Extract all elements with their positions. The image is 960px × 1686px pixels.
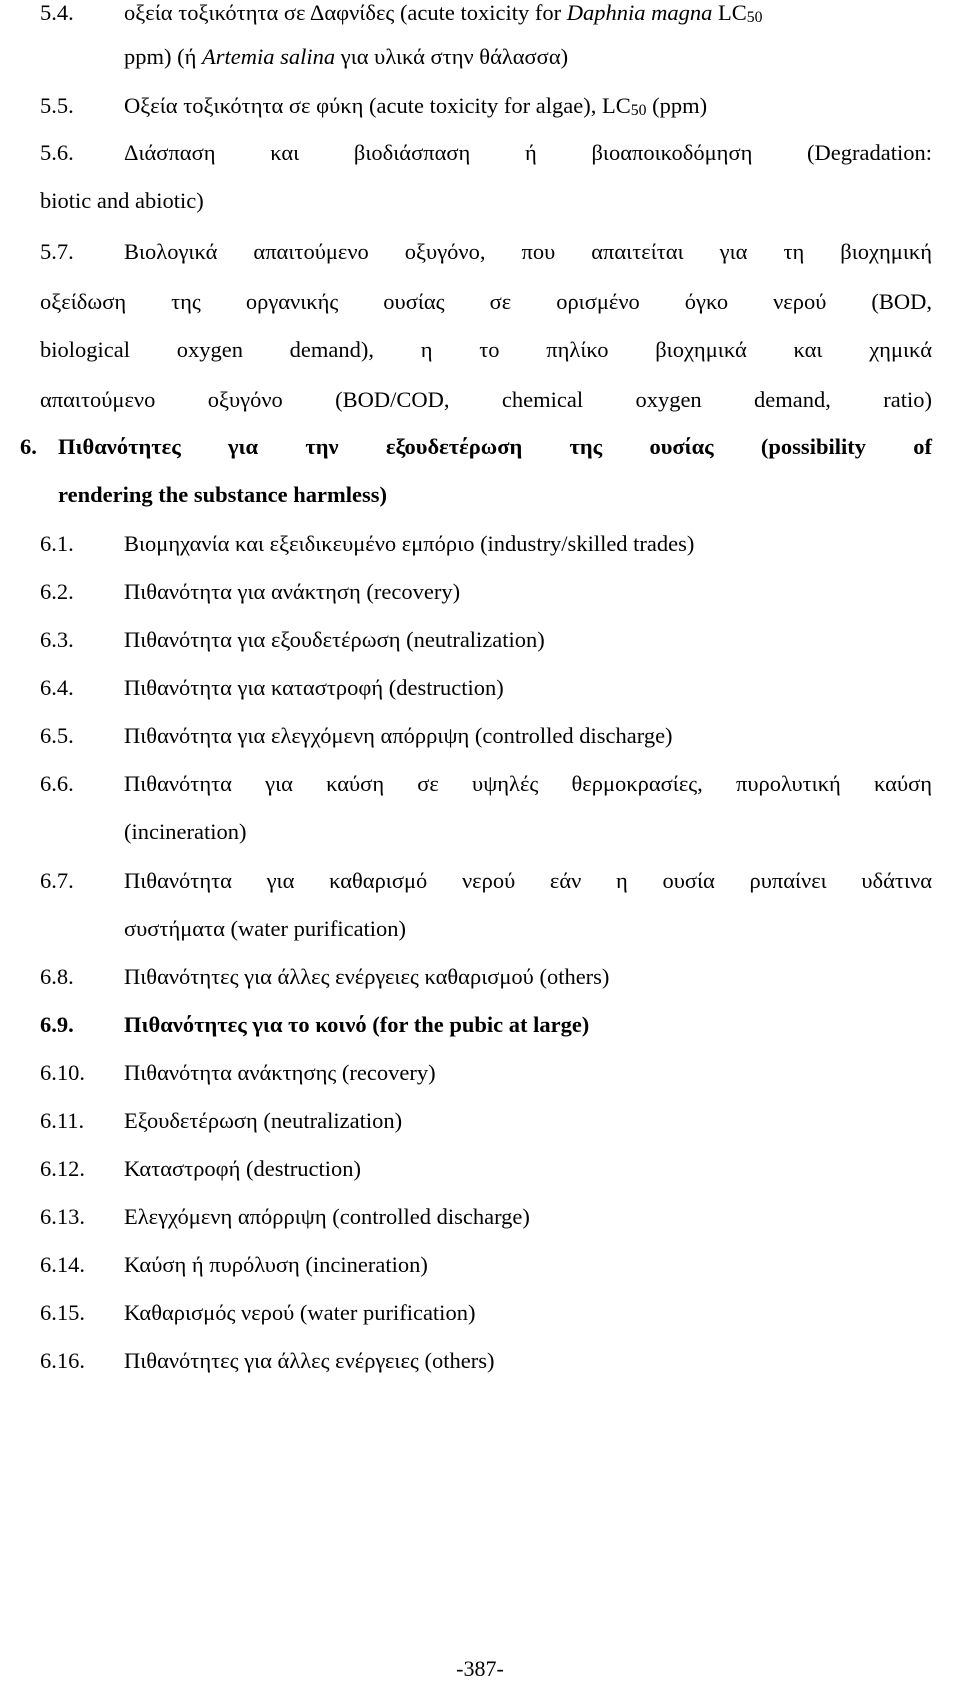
item-text-line: οξεία τοξικότητα σε Δαφνίδες (acute toxicity for Daphnia magna $LC_{50}$ [124, 0, 763, 26]
item-number: 6.16. [40, 1348, 85, 1373]
item-text-line: Καθαρισμός νερού (water purification) [124, 1300, 476, 1325]
item-number: 6.9. [40, 1012, 74, 1037]
item-number: 5.6. [40, 140, 74, 165]
item-number: 5.5. [40, 93, 74, 118]
section-title-line: Πιθανότητες για την εξουδετέρωση της ουσίας (possibility of [58, 434, 932, 459]
item-text-line: Πιθανότητα για εξουδετέρωση (neutralization) [124, 627, 545, 652]
item-text-line: Εξουδετέρωση (neutralization) [124, 1108, 403, 1133]
page-number: -387- [456, 1656, 504, 1681]
item-text-line: Πιθανότητα για καταστροφή (destruction) [124, 675, 504, 700]
item-number: 6.7. [40, 868, 74, 893]
item-number: 6.3. [40, 627, 74, 652]
item-text-line: Πιθανότητες για το κοινό (for the pubic at large) [124, 1012, 590, 1037]
item-text-line: Καύση ή πυρόλυση (incineration) [124, 1252, 428, 1277]
item-number: 6.6. [40, 771, 74, 796]
item-text-line: απαιτούμενο οξυγόνο (BOD/COD, chemical oxygen demand, ratio) [40, 387, 932, 412]
item-text-line: Βιολογικά απαιτούμενο οξυγόνο, που απαιτείται για τη βιοχημική [124, 239, 932, 264]
item-number: 6.13. [40, 1204, 85, 1229]
item-text-line: Πιθανότητες για άλλες ενέργειες (others) [124, 1348, 495, 1373]
item-text-line: ppm) (ή Artemia salina για υλικά στην θάλασσα) [124, 44, 569, 69]
item-number: 5.7. [40, 239, 74, 264]
item-number: 6.12. [40, 1156, 85, 1181]
item-text-line: Οξεία τοξικότητα σε φύκη (acute toxicity for algae), $LC_{50}$ (ppm) [124, 93, 708, 119]
section-number: 6. [20, 434, 37, 459]
item-text-line: (incineration) [124, 819, 247, 844]
section-title-line: rendering the substance harmless) [58, 482, 387, 507]
item-number: 6.15. [40, 1300, 85, 1325]
item-text-line: biotic and abiotic) [40, 188, 204, 213]
item-text-line: Πιθανότητα για ελεγχόμενη απόρριψη (controlled discharge) [124, 723, 673, 748]
item-text-line: Ελεγχόμενη απόρριψη (controlled discharge) [124, 1204, 530, 1229]
item-text-line: Πιθανότητα για ανάκτηση (recovery) [124, 579, 461, 604]
item-text-line: οξείδωση της οργανικής ουσίας σε ορισμένο όγκο νερού (BOD, [40, 289, 932, 314]
item-number: 6.5. [40, 723, 74, 748]
item-number: 6.10. [40, 1060, 85, 1085]
species-name: Artemia salina [202, 44, 336, 69]
item-number: 5.4. [40, 0, 74, 25]
item-text-line: biological oxygen demand), η το πηλίκο βιοχημικά και χημικά [40, 337, 932, 362]
item-text-line: συστήματα (water purification) [124, 916, 407, 941]
item-text-line: Βιομηχανία και εξειδικευμένο εμπόριο (industry/skilled trades) [124, 531, 695, 556]
item-text-line: Διάσπαση και βιοδιάσπαση ή βιοαποικοδόμηση (Degradation: [124, 140, 932, 165]
item-text-line: Πιθανότητα για καύση σε υψηλές θερμοκρασίες, πυρολυτική καύση [124, 771, 932, 796]
item-number: 6.2. [40, 579, 74, 604]
species-name: Daphnia magna [566, 0, 713, 25]
item-text-line: Πιθανότητα για καθαρισμό νερού εάν η ουσία ρυπαίνει υδάτινα [124, 868, 932, 893]
item-number: 6.1. [40, 531, 74, 556]
item-number: 6.11. [40, 1108, 85, 1133]
item-number: 6.14. [40, 1252, 85, 1277]
item-number: 6.4. [40, 675, 74, 700]
item-text-line: Πιθανότητα ανάκτησης (recovery) [124, 1060, 436, 1085]
item-text-line: Πιθανότητες για άλλες ενέργειες καθαρισμού (others) [124, 964, 610, 989]
item-text-line: Καταστροφή (destruction) [124, 1156, 362, 1181]
item-number: 6.8. [40, 964, 74, 989]
